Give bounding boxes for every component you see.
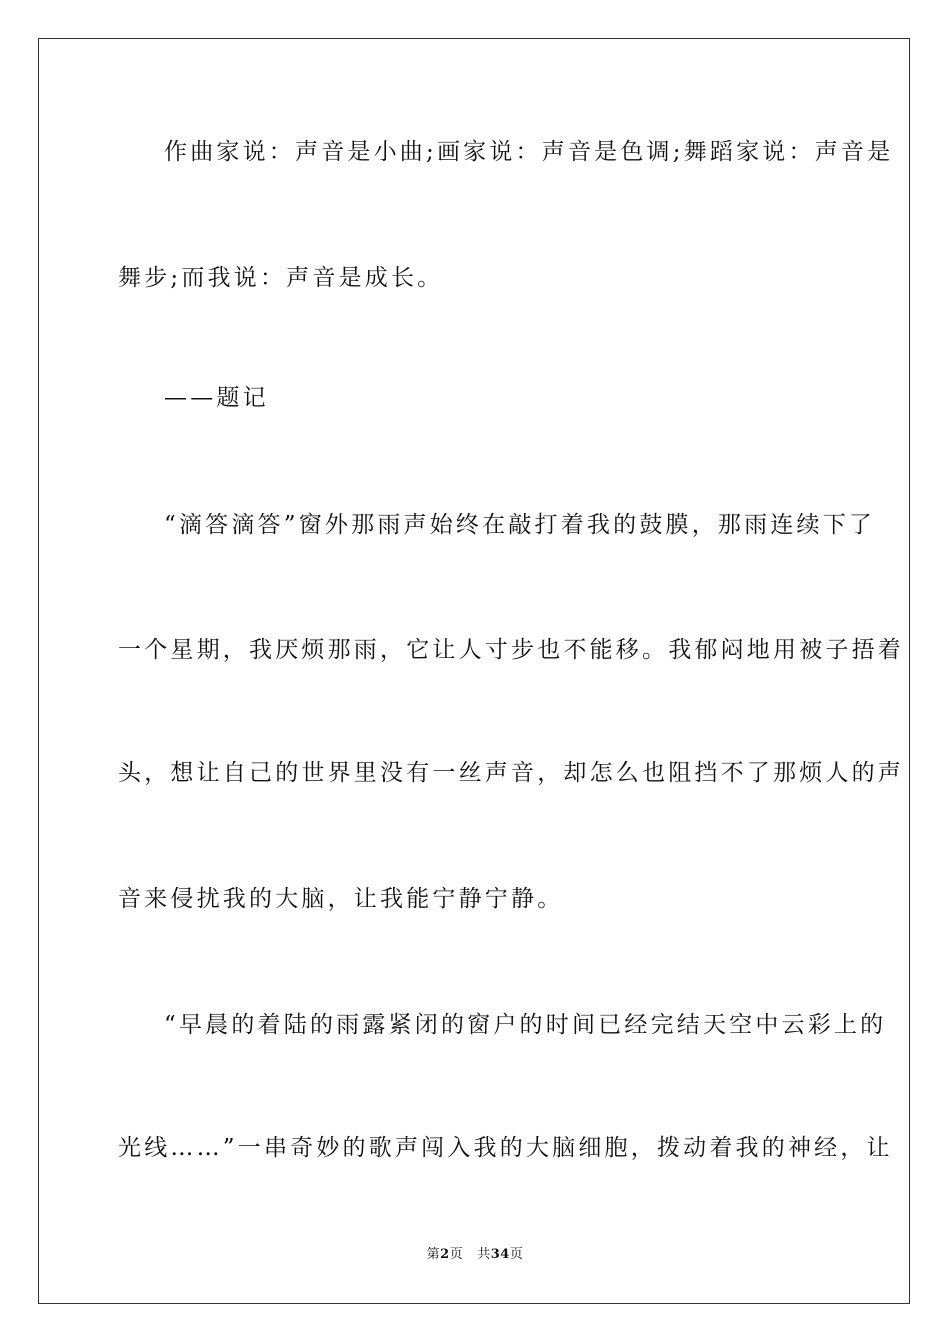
paragraph-line-6: 音来侵扰我的大脑，让我能宁静宁静。	[118, 886, 564, 912]
inscription-line: ——题记	[164, 385, 269, 411]
paragraph-line-2: 舞步;而我说：声音是成长。	[118, 265, 444, 291]
paragraph-line-7: “早晨的着陆的雨露紧闭的窗户的时间已经完结天空中云彩上的	[164, 1012, 887, 1038]
paragraph-line-5: 头，想让自己的世界里没有一丝声音，却怎么也阻挡不了那烦人的声	[118, 760, 904, 786]
paragraph-line-8: 光线……”一串奇妙的歌声闯入我的大脑细胞，拨动着我的神经，让	[118, 1135, 893, 1161]
total-pages: 34	[490, 1247, 510, 1262]
page-number: 2	[440, 1247, 450, 1262]
paragraph-line-1: 作曲家说：声音是小曲;画家说：声音是色调;舞蹈家说：声音是	[164, 139, 894, 165]
total-prefix: 共	[477, 1247, 491, 1262]
page-frame	[38, 38, 910, 1304]
page-footer	[0, 1246, 950, 1264]
page-suffix: 页	[449, 1247, 464, 1262]
paragraph-line-4: 一个星期，我厌烦那雨，它让人寸步也不能移。我郁闷地用被子捂着	[118, 637, 904, 663]
page-prefix: 第	[426, 1247, 441, 1262]
total-suffix: 页	[509, 1247, 524, 1262]
paragraph-line-3: “滴答滴答”窗外那雨声始终在敲打着我的鼓膜，那雨连续下了	[164, 512, 876, 538]
